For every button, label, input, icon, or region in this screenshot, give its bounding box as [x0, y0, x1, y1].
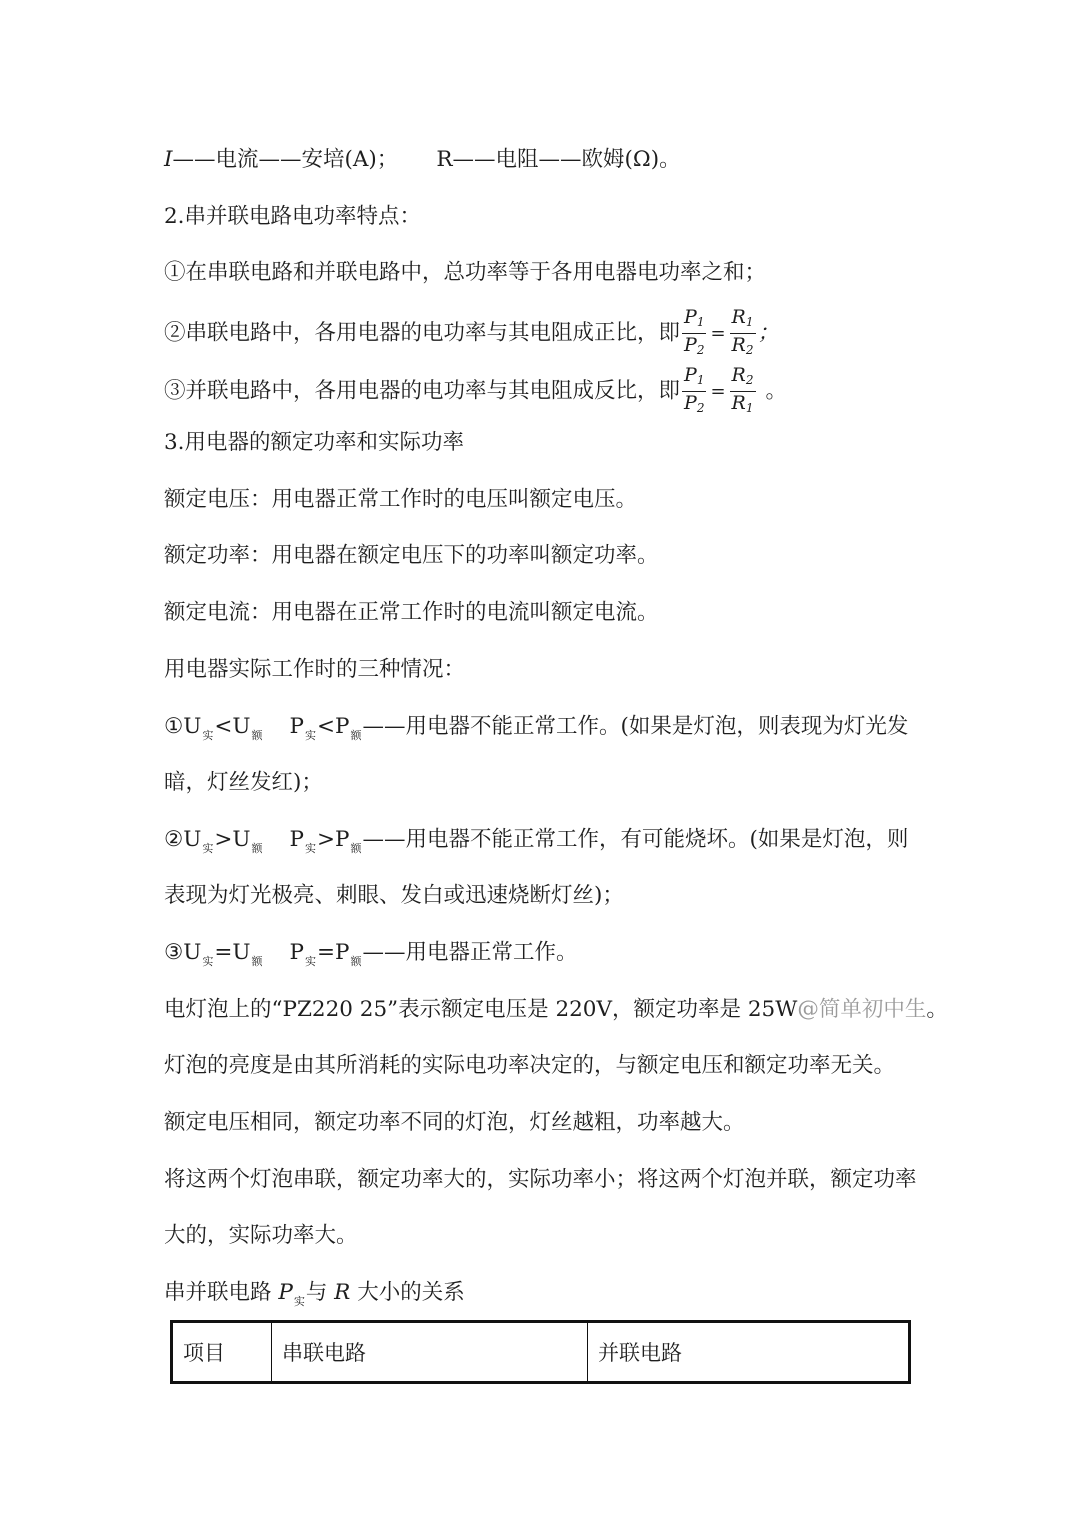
table-header-item: 项目 — [172, 1322, 272, 1383]
case-2-line-2: 表现为灯光极亮、刺眼、发白或迅速烧断灯丝)； — [164, 883, 624, 908]
resistance-definition: ——电阻——欧姆(Ω)。 — [452, 147, 681, 172]
power-ratio-fraction: $\frac{P_1}{P_2}$ — [684, 306, 705, 357]
series-proportion-point — [164, 306, 779, 361]
series-proportion-text: ②串联电路中，各用电器的电功率与其电阻成正比，即 — [164, 320, 681, 346]
case-1-description: ——用电器不能正常工作。(如果是灯泡，则表现为灯光发 — [362, 714, 909, 739]
resistance-ratio-fraction: $\frac{R_2}{R_1}$ — [731, 364, 754, 415]
current-definition: ——电流——安培(A)； — [172, 147, 399, 172]
current-symbol: I — [164, 147, 173, 172]
parallel-tail: 。 — [765, 378, 788, 404]
equals-sign: = — [710, 380, 726, 402]
table-header-parallel: 并联电路 — [588, 1322, 910, 1383]
series-tail: ； — [757, 320, 780, 346]
case-3-description: ——用电器正常工作。 — [362, 940, 578, 965]
three-cases-heading: 用电器实际工作时的三种情况： — [164, 657, 466, 682]
parallel-proportion-text: ③并联电路中，各用电器的电功率与其电阻成反比，即 — [164, 378, 681, 404]
series-parallel-statement-1: 将这两个灯泡串联，额定功率大的，实际功率小；将这两个灯泡并联，额定功率 — [164, 1167, 917, 1192]
rated-power-definition: 额定功率：用电器在额定电压下的功率叫额定功率。 — [164, 543, 659, 568]
parallel-proportion-point — [164, 364, 787, 419]
relation-heading: 串并联电路 $P_实$与 R 大小的关系 — [164, 1280, 465, 1308]
relation-table — [170, 1320, 911, 1384]
section-heading-3: 3.用电器的额定功率和实际功率 — [164, 430, 465, 455]
case-1-line-2: 暗，灯丝发红)； — [164, 770, 323, 795]
rated-current-definition: 额定电流：用电器在正常工作时的电流叫额定电流。 — [164, 600, 659, 625]
watermark: @简单初中生 — [797, 997, 927, 1022]
power-ratio-fraction: $\frac{P_1}{P_2}$ — [684, 364, 705, 415]
case-3-line: $③U_实=U_额$ $P_实=P_额——$用电器正常工作。 — [164, 940, 578, 968]
section-heading-2: 2.串并联电路电功率特点： — [164, 204, 422, 229]
resistance-symbol: R — [436, 147, 453, 172]
same-voltage-statement: 额定电压相同，额定功率不同的灯泡，灯丝越粗，功率越大。 — [164, 1110, 745, 1135]
series-parallel-statement-2: 大的，实际功率大。 — [164, 1223, 358, 1248]
rated-voltage-definition: 额定电压：用电器正常工作时的电压叫额定电压。 — [164, 487, 638, 512]
brightness-statement: 灯泡的亮度是由其所消耗的实际电功率决定的，与额定电压和额定功率无关。 — [164, 1053, 896, 1078]
bulb-rating-line: 电灯泡上的“PZ220 25”表示额定电压是 220V，额定功率是 25W@简单初中生。 — [164, 997, 948, 1022]
power-sum-point: ①在串联电路和并联电路中，总功率等于各用电器电功率之和； — [164, 260, 767, 285]
table-header-row — [172, 1322, 910, 1383]
equals-sign: = — [710, 322, 726, 344]
unit-definitions-line — [164, 145, 681, 175]
table-header-series: 串联电路 — [272, 1322, 588, 1383]
case-2-description: ——用电器不能正常工作，有可能烧坏。(如果是灯泡，则 — [362, 827, 909, 852]
resistance-ratio-fraction: $\frac{R_1}{R_2}$ — [731, 306, 754, 357]
case-1-line-1: $①U_实<U_额$ $P_实<P_额——$用电器不能正常工作。(如果是灯泡，则表现为灯光发 — [164, 714, 909, 742]
case-2-line-1: $②U_实>U_额$ $P_实>P_额——$用电器不能正常工作，有可能烧坏。(如果是灯泡，则 — [164, 827, 909, 855]
